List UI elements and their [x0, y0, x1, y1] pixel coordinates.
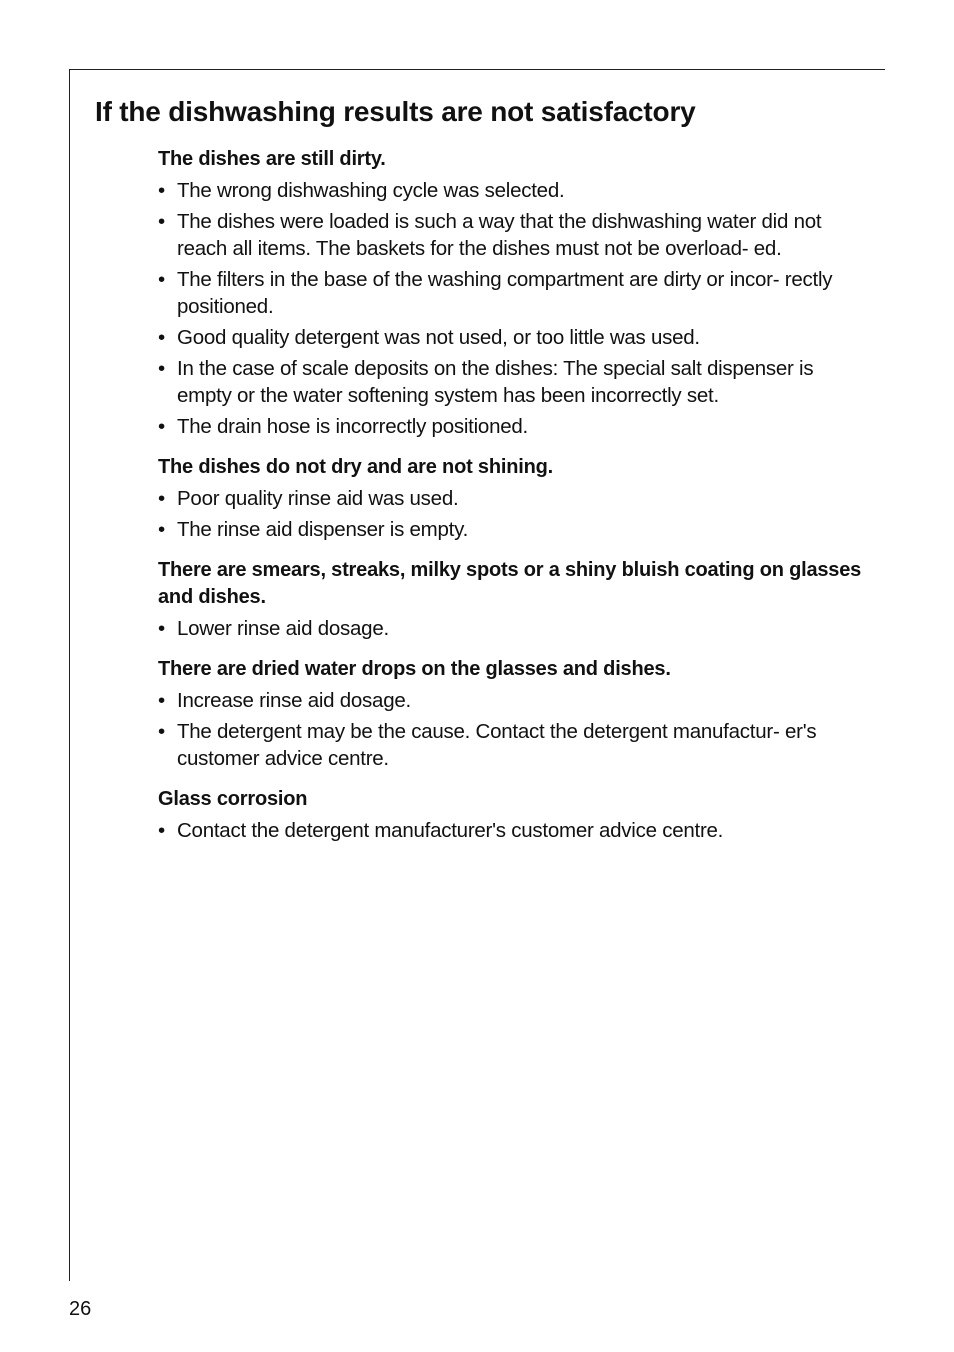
list-item — [158, 324, 863, 351]
list-item — [158, 516, 863, 543]
bullet-icon: • — [158, 210, 165, 233]
list-item — [158, 817, 863, 844]
section-heading: There are dried water drops on the glasses and dishes. — [158, 658, 671, 680]
bullet-icon: • — [158, 617, 165, 640]
bullet-icon: • — [158, 518, 165, 541]
list-item-text: The wrong dishwashing cycle was selected. — [177, 179, 565, 202]
list-item — [158, 266, 863, 320]
bullet-icon: • — [158, 819, 165, 842]
section-glass-corrosion — [158, 786, 863, 844]
section-heading: There are smears, streaks, milky spots or a shiny bluish coating on glasses and dishes. — [158, 559, 862, 608]
list-item-text: The detergent may be the cause. Contact the detergent manufactur- er's customer advice centre. — [177, 720, 817, 770]
list-item — [158, 485, 863, 512]
section-heading: Glass corrosion — [158, 788, 308, 810]
bullet-list — [158, 485, 863, 543]
list-item-text: The rinse aid dispenser is empty. — [177, 518, 469, 541]
bullet-icon: • — [158, 689, 165, 712]
bullet-icon: • — [158, 179, 165, 202]
section-smears-streaks — [158, 557, 863, 642]
list-item-text: Contact the detergent manufacturer's customer advice centre. — [177, 819, 724, 842]
bullet-list — [158, 817, 863, 844]
list-item-text: Good quality detergent was not used, or too little was used. — [177, 326, 700, 349]
list-item-text: Lower rinse aid dosage. — [177, 617, 389, 640]
page-frame-left-rule — [69, 69, 70, 1281]
page-frame-top-rule — [69, 69, 885, 70]
section-dishes-not-dry — [158, 454, 863, 543]
list-item — [158, 177, 863, 204]
list-item — [158, 718, 863, 772]
list-item-text: The filters in the base of the washing compartment are dirty or incor- rectly positioned. — [177, 268, 833, 318]
list-item — [158, 413, 863, 440]
list-item — [158, 208, 863, 262]
section-heading: The dishes do not dry and are not shining. — [158, 456, 553, 478]
list-item-text: In the case of scale deposits on the dishes: The special salt dispenser is empty or the water softening system has been incorrectly set. — [177, 357, 814, 407]
bullet-list — [158, 687, 863, 772]
bullet-icon: • — [158, 415, 165, 438]
bullet-icon: • — [158, 720, 165, 743]
list-item — [158, 355, 863, 409]
section-dishes-still-dirty — [158, 146, 863, 440]
troubleshooting-content — [158, 146, 863, 858]
bullet-icon: • — [158, 357, 165, 380]
bullet-icon: • — [158, 268, 165, 291]
bullet-list — [158, 615, 863, 642]
list-item-text: The dishes were loaded is such a way that the dishwashing water did not reach all items. The baskets for the dishes must not be overload- ed. — [177, 210, 822, 260]
section-heading: The dishes are still dirty. — [158, 148, 386, 170]
list-item-text: Increase rinse aid dosage. — [177, 689, 411, 712]
bullet-list — [158, 177, 863, 440]
list-item-text: The drain hose is incorrectly positioned. — [177, 415, 528, 438]
list-item — [158, 687, 863, 714]
list-item — [158, 615, 863, 642]
page-number: 26 — [69, 1298, 92, 1320]
bullet-icon: • — [158, 487, 165, 510]
page-title: If the dishwashing results are not satisfactory — [95, 96, 696, 127]
bullet-icon: • — [158, 326, 165, 349]
list-item-text: Poor quality rinse aid was used. — [177, 487, 459, 510]
section-dried-water-drops — [158, 656, 863, 772]
